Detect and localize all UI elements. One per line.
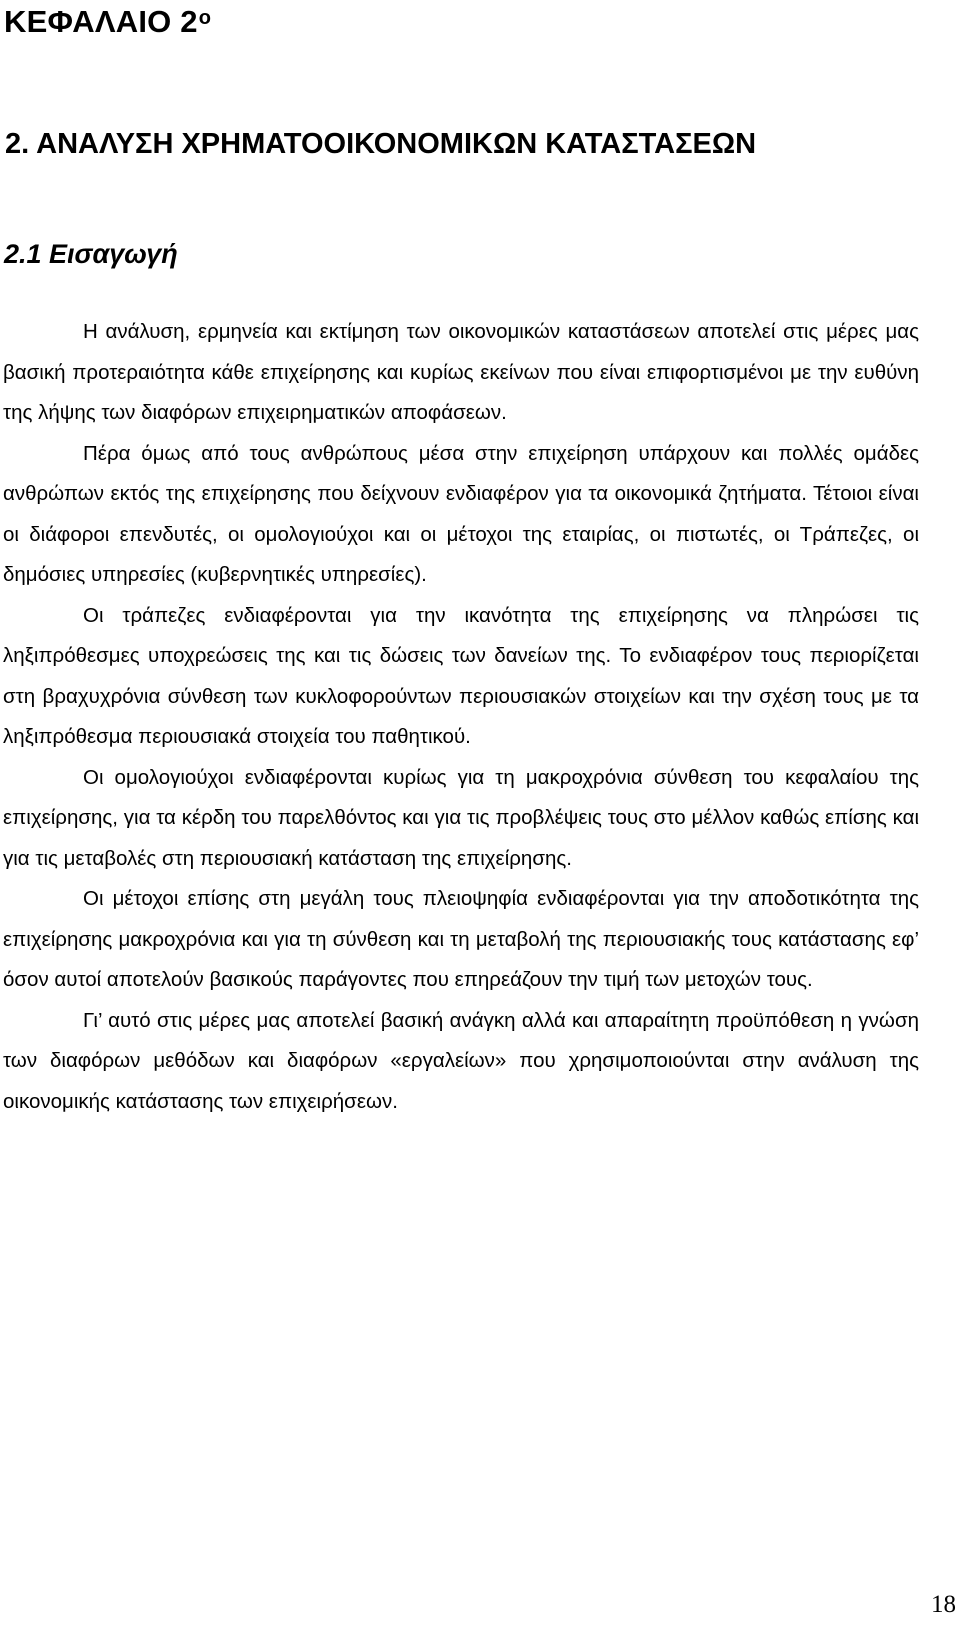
paragraph: Πέρα όμως από τους ανθρώπους μέσα στην επιχείρηση υπάρχουν και πολλές ομάδες ανθρώπων εκτός της επιχείρησης που δείχνουν ενδιαφέρον για τα οικονομικά ζητήματα. Τέτοιοι είναι οι διάφοροι επενδυτές, οι ομολογιούχοι και οι μέτοχοι της εταιρίας, οι πιστωτές, οι Τράπεζες, οι δημόσιες υπηρεσίες (κυβερνητικές υπηρεσίες). (3, 441, 919, 586)
paragraph: Οι τράπεζες ενδιαφέρονται για την ικανότητα της επιχείρησης να πληρώσει τις ληξιπρόθεσμες υποχρεώσεις της και τις δώσεις των δανείων της. Το ενδιαφέρον τους περιορίζεται στη βραχυχρόνια σύνθεση των κυκλοφορούντων περιουσιακών στοιχείων και την σχέση τους με τα ληξιπρόθεσμα περιουσιακά στοιχεία του παθητικού. (3, 603, 919, 748)
paragraph: Η ανάλυση, ερμηνεία και εκτίμηση των οικονομικών καταστάσεων αποτελεί στις μέρες μας βασική προτεραιότητα κάθε επιχείρησης και κυρίως εκείνων που είναι επιφορτισμένοι με την ευθύνη της λήψης των διαφόρων επιχειρηματικών αποφάσεων. (3, 320, 919, 424)
paragraph: Οι ομολογιούχοι ενδιαφέρονται κυρίως για τη μακροχρόνια σύνθεση του κεφαλαίου της επιχείρησης, για τα κέρδη του παρελθόντος και για τις προβλέψεις τους στο μέλλον καθώς επίσης και για τις μεταβολές στη περιουσιακή κατάσταση της επιχείρησης. (3, 765, 919, 870)
chapter-heading (4, 2, 211, 42)
chapter-label: ΚΕΦΑΛΑΙΟ 2 (4, 4, 198, 39)
page-number: 18 (931, 1591, 956, 1618)
chapter-superscript: ο (198, 7, 212, 29)
paragraph: Οι μέτοχοι επίσης στη μεγάλη τους πλειοψηφία ενδιαφέρονται για την αποδοτικότητα της επιχείρησης μακροχρόνια και για τη σύνθεση και τη μεταβολή της περιουσιακής τους κατάστασης εφ’ όσον αυτοί αποτελούν βασικούς παράγοντες που επηρεάζουν την τιμή των μετοχών τους. (3, 887, 919, 991)
subsection-title: 2.1 Εισαγωγή (4, 239, 178, 269)
section-title: 2. ΑΝΑΛΥΣΗ ΧΡΗΜΑΤΟΟΙΚΟΝΟΜΙΚΩΝ ΚΑΤΑΣΤΑΣΕΩΝ (5, 128, 757, 160)
body-text (3, 312, 919, 1122)
paragraph: Γι’ αυτό στις μέρες μας αποτελεί βασική ανάγκη αλλά και απαραίτητη προϋπόθεση η γνώση των διαφόρων μεθόδων και διαφόρων «εργαλείων» που χρησιμοποιούνται στην ανάλυση της οικονομικής κατάστασης των επιχειρήσεων. (3, 1008, 919, 1113)
